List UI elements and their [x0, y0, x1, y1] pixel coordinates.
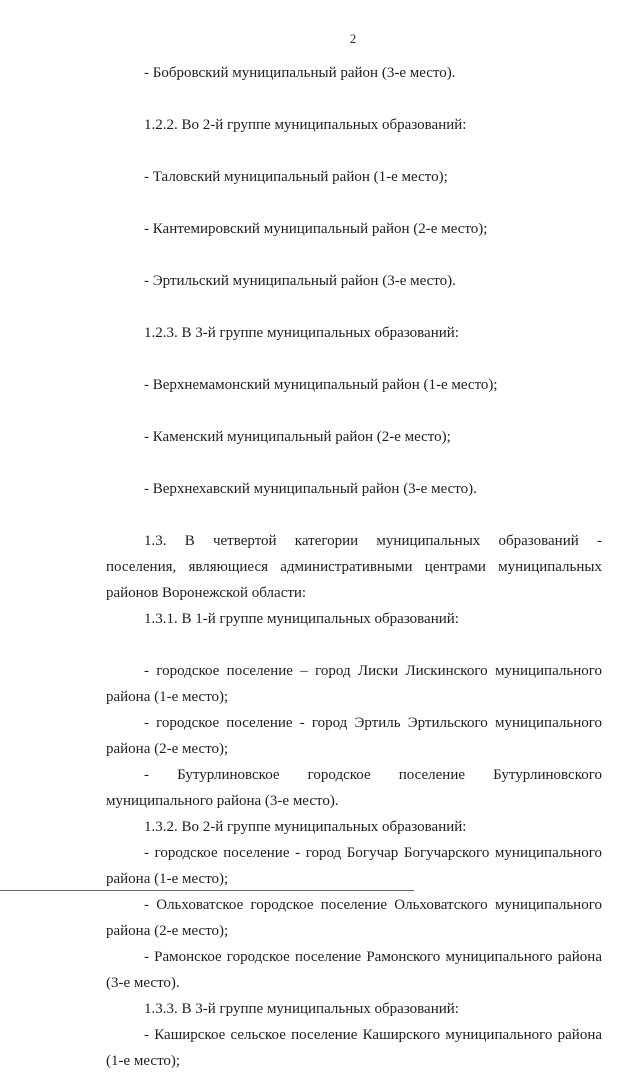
list-item: - Бутурлиновское городское поселение Бутурлиновского: [144, 767, 602, 783]
list-item: - Каменский муниципальный район (2-е место);: [144, 429, 451, 445]
section-heading: 1.3.1. В 1-й группе муниципальных образований:: [144, 611, 459, 627]
list-item: - Рамонское городское поселение Рамонского муниципального района: [144, 949, 602, 965]
list-item-continuation: района (1-е место);: [106, 689, 229, 705]
list-item: - Бобровский муниципальный район (3-е место).: [144, 65, 456, 81]
list-item-continuation: муниципального района (3-е место).: [106, 793, 339, 809]
section-heading: 1.2.3. В 3-й группе муниципальных образований:: [144, 325, 459, 341]
section-heading: 1.3.3. В 3-й группе муниципальных образований:: [144, 1001, 459, 1017]
section-heading: 1.3. В четвертой категории муниципальных образований -: [144, 533, 602, 549]
list-item: - Эртильский муниципальный район (3-е место).: [144, 273, 456, 289]
list-item: - городское поселение – город Лиски Лискинского муниципального: [144, 663, 602, 679]
page-number: 2: [349, 31, 357, 46]
list-item-continuation: района (1-е место);: [106, 871, 229, 887]
list-item: - Верхнемамонский муниципальный район (1-е место);: [144, 377, 498, 393]
footer-rule: [0, 890, 414, 891]
paragraph-line: районов Воронежской области:: [106, 585, 307, 601]
list-item: - Верхнехавский муниципальный район (3-е место).: [144, 481, 477, 497]
section-heading: 1.2.2. Во 2-й группе муниципальных образований:: [144, 117, 467, 133]
list-item-continuation: (1-е место);: [106, 1053, 181, 1069]
list-item: - Таловский муниципальный район (1-е место);: [144, 169, 448, 185]
list-item: - Ольховатское городское поселение Ольховатского муниципального: [144, 897, 602, 913]
list-item: - городское поселение - город Богучар Богучарского муниципального: [144, 845, 602, 861]
list-item: - городское поселение - город Эртиль Эртильского муниципального: [144, 715, 602, 731]
section-heading: 1.3.2. Во 2-й группе муниципальных образований:: [144, 819, 467, 835]
document-body: [106, 60, 602, 1074]
list-item-continuation: (3-е место).: [106, 975, 180, 991]
list-item-continuation: района (2-е место);: [106, 923, 229, 939]
list-item: - Кантемировский муниципальный район (2-е место);: [144, 221, 488, 237]
paragraph-line: поселения, являющиеся административными центрами муниципальных: [106, 559, 602, 575]
list-item: - Каширское сельское поселение Каширского муниципального района: [144, 1027, 602, 1043]
list-item-continuation: района (2-е место);: [106, 741, 229, 757]
